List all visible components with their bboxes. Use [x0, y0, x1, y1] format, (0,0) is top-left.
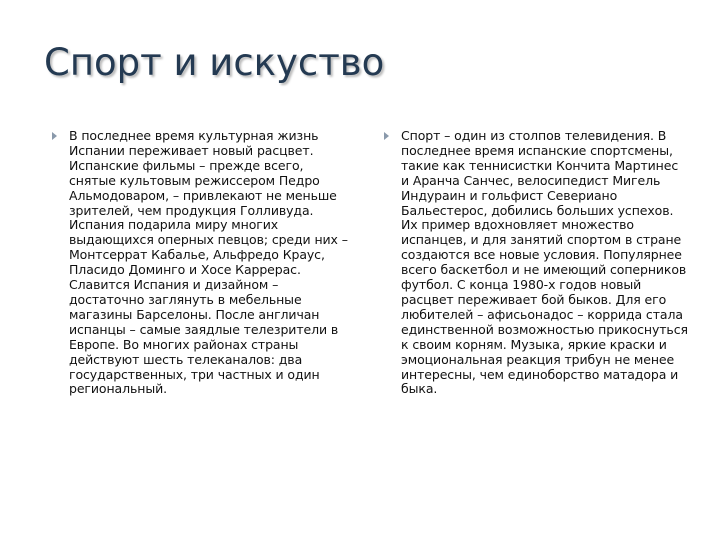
right-column: [384, 129, 688, 397]
triangle-right-icon: [52, 132, 57, 140]
left-column: [52, 129, 352, 397]
left-column-text: В последнее время культурная жизнь Испании переживает новый расцвет. Испанские фильмы – прежде всего, снятые культовым режиссером Педро Альмодоваром, – привлекают не меньше зрителей, чем продукция Голливуда. Испания подарила миру многих выдающихся оперных певцов; среди них – Монтсеррат Кабалье, Альфредо Краус, Пласидо Доминго и Хосе Каррерас. Славится Испания и дизайном – достаточно заглянуть в мебельные магазины Барселоны. После англичан испанцы – самые заядлые телезрители в Европе. Во многих районах страны действуют шесть телеканалов: два государственных, три частных и один региональный.: [69, 128, 348, 397]
right-column-text: Спорт – один из столпов телевидения. В последнее время испанские спортсмены, такие как теннисистки Кончита Мартинес и Аранча Санчес, велосипедист Мигель Индураин и гольфист Севериано Бальестерос, добились больших успехов. Их пример вдохновляет множество испанцев, и для занятий спортом в стране создаются все новые условия. Популярнее всего баскетбол и не имеющий соперников футбол. С конца 1980-х годов новый расцвет переживает бой быков. Для его любителей – афисьонадос – коррида стала единственной возможностью прикоснуться к своим корням. Музыка, яркие краски и эмоциональная реакция трибун не менее интересны, чем единоборство матадора и быка.: [401, 128, 688, 397]
slide-title: Спорт и искуство: [44, 41, 385, 84]
triangle-right-icon: [384, 132, 389, 140]
